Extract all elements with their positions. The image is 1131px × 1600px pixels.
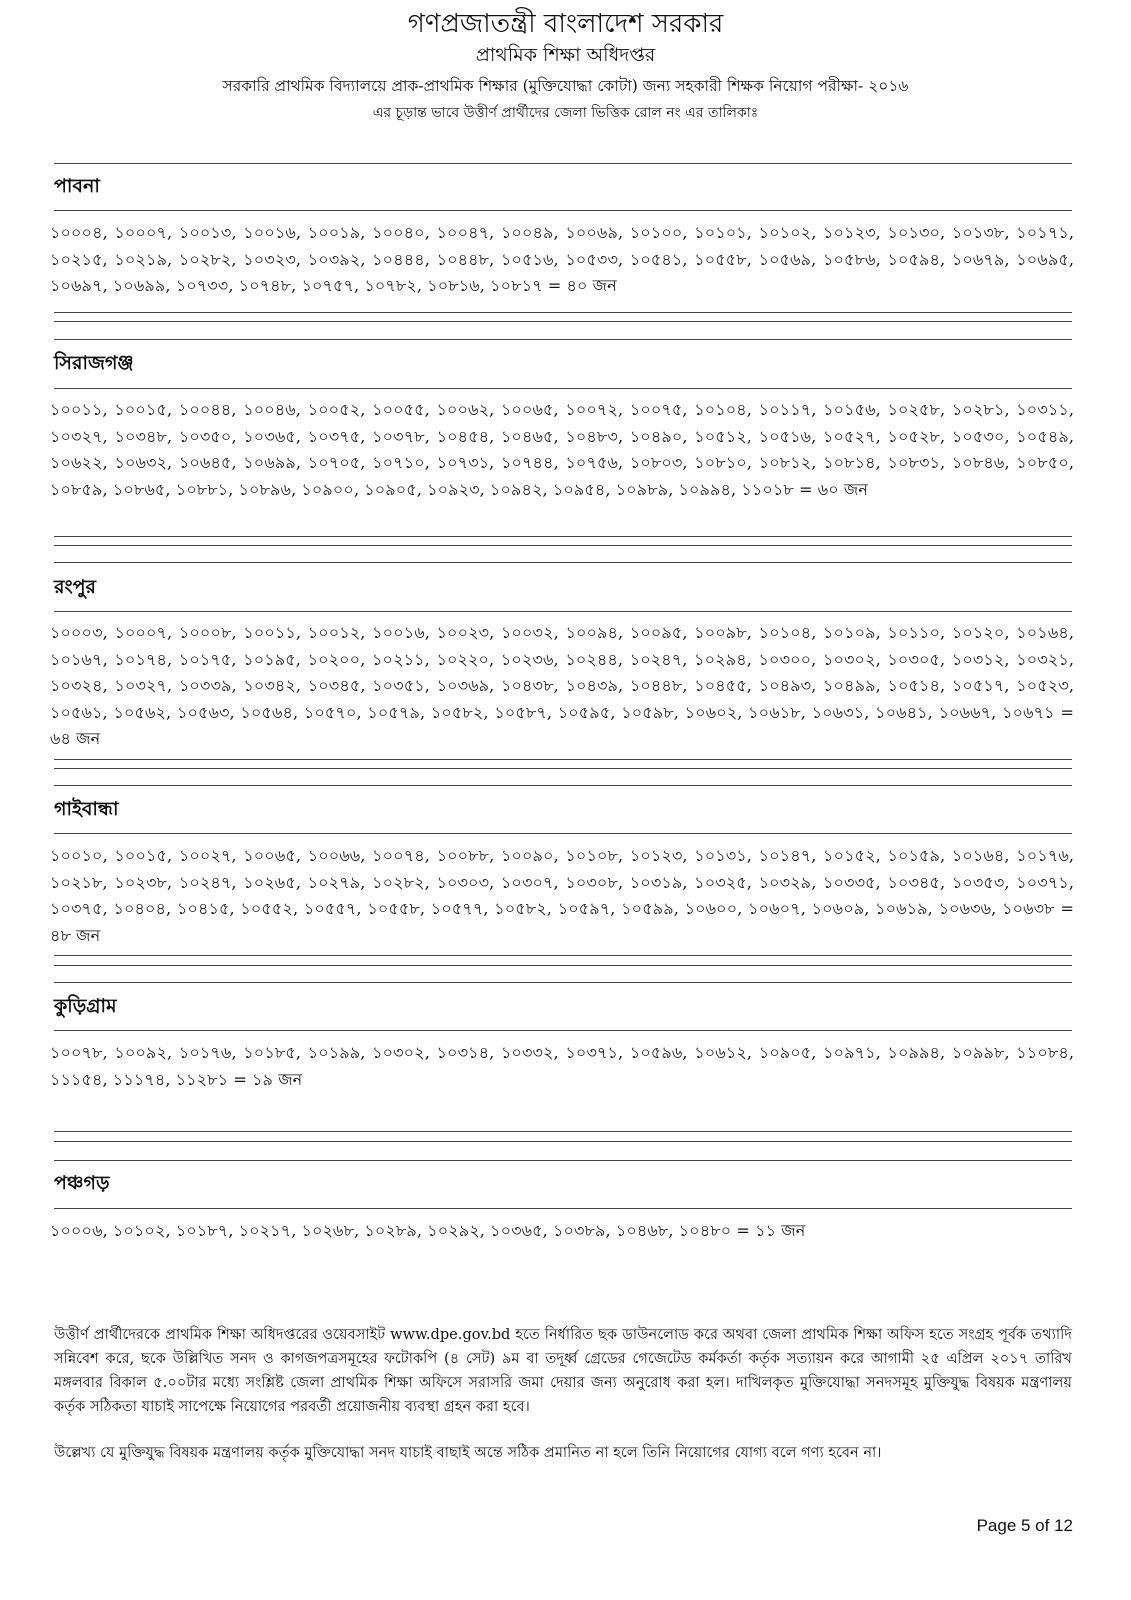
- divider: [54, 388, 1072, 389]
- divider: [54, 965, 1072, 966]
- government-title: গণপ্রজাতন্ত্রী বাংলাদেশ সরকার: [407, 9, 724, 39]
- district-name-gaibandha: গাইবান্ধা: [54, 798, 119, 820]
- district-name-rangpur: রংপুর: [54, 576, 96, 598]
- exam-title: সরকারি প্রাথমিক বিদ্যালয়ে প্রাক-প্রাথমিক শিক্ষার (মুক্তিযোদ্ধা কোটা) জন্য সহকারী শিক্ষক নিয়োগ পরীক্ষা- ২০১৬: [222, 77, 909, 95]
- divider: [54, 611, 1072, 612]
- divider: [54, 321, 1072, 322]
- divider: [54, 339, 1072, 340]
- page-number: Page 5 of 12: [976, 1516, 1073, 1535]
- roll-list-pabna: ১০০০৪, ১০০০৭, ১০০১৩, ১০০১৬, ১০০১৯, ১০০৪০, ১০০৪৭, ১০০৪৯, ১০০৬৯, ১০১০০, ১০১০১, ১০১০২, ১০১২৩, ১০১৩০, ১০১৩৮, ১০১৭১, ১০২১৫, ১০২১৯, ১০২৮২, ১০৩২৩, ১০৩৯২, ১০৪৪৪, ১০৪৪৮, ১০৫১৬, ১০৫৩৩, ১০৫৪১, ১০৫৫৮, ১০৫৬৯, ১০৫৮৬, ১০৫৯৪, ১০৬৭৯, ১০৬৯৫, ১০৬৯৭, ১০৬৯৯, ১০৭৩৩, ১০৭৪৮, ১০৭৫৭, ১০৭৮২, ১০৮১৬, ১০৮১৭ = ৪০ জন: [50, 223, 1074, 295]
- district-name-sirajganj: সিরাজগঞ্জ: [54, 352, 134, 374]
- divider: [54, 312, 1072, 313]
- divider: [54, 982, 1072, 983]
- divider: [54, 536, 1072, 537]
- divider: [54, 1160, 1072, 1161]
- directorate-title: প্রাথমিক শিক্ষা অধিদপ্তর: [475, 44, 656, 66]
- district-name-panchagarh: পঞ্চগড়: [54, 1172, 110, 1194]
- divider: [54, 955, 1072, 956]
- roll-list-panchagarh: ১০০০৬, ১০১০২, ১০১৮৭, ১০২১৭, ১০২৬৮, ১০২৮৯, ১০২৯২, ১০৩৬৫, ১০৩৮৯, ১০৪৬৮, ১০৪৮০ = ১১ জন: [50, 1221, 806, 1240]
- district-name-kurigram: কুড়িগ্রাম: [54, 995, 117, 1017]
- divider: [54, 163, 1072, 164]
- roll-list-kurigram: ১০০৭৮, ১০০৯২, ১০১৭৬, ১০১৮৫, ১০১৯৯, ১০৩০২, ১০৩১৪, ১০৩৩২, ১০৩৭১, ১০৫৯৬, ১০৬১২, ১০৯০৫, ১০৯৭১, ১০৯৯৪, ১০৯৯৮, ১১০৮৪, ১১১৫৪, ১১১৭৪, ১১২৮১ = ১৯ জন: [50, 1043, 1074, 1089]
- notice-paragraph: উত্তীর্ণ প্রার্থীদেরকে প্রাথমিক শিক্ষা অধিদপ্তরের ওয়েবসাইট www.dpe.gov.bd হতে নির্ধারিত ছক ডাউনলোড করে অথবা জেলা প্রাথমিক শিক্ষা অফিস হতে সংগ্রহ পূর্বক তথ্যাদি সন্নিবেশ করে, ছকে উল্লিখিত সনদ ও কাগজপত্রসমূহের ফটোকপি (৪ সেট) ৯ম বা তদূর্ধ্ব গ্রেডের গেজেটেড কর্মকর্তা কর্তৃক সত্যায়ন করে আগামী ২৫ এপ্রিল ২০১৭ তারিখ মঙ্গলবার বিকাল ৫.০০টার মধ্যে সংশ্লিষ্ট জেলা প্রাথমিক শিক্ষা অফিসে সরাসরি জমা দেয়ার জন্য অনুরোধ করা হল। দাখিলকৃত মুক্তিযোদ্ধা সনদসমূহ মুক্তিযুদ্ধ বিষয়ক মন্ত্রণালয় কর্তৃক সঠিকতা যাচাই সাপেক্ষে নিয়োগের পরবর্তী প্রয়োজনীয় ব্যবস্থা গ্রহন করা হবে।: [54, 1326, 1072, 1415]
- divider: [54, 1030, 1072, 1031]
- divider: [54, 785, 1072, 786]
- divider: [54, 1131, 1072, 1132]
- divider: [54, 768, 1072, 769]
- divider: [54, 759, 1072, 760]
- roll-list-rangpur: ১০০০৩, ১০০০৭, ১০০০৮, ১০০১১, ১০০১২, ১০০১৬, ১০০২৩, ১০০৩২, ১০০৯৪, ১০০৯৫, ১০০৯৮, ১০১০৪, ১০১০৯, ১০১১০, ১০১২০, ১০১৬৪, ১০১৬৭, ১০১৭৪, ১০১৭৫, ১০১৯৫, ১০২০০, ১০২১১, ১০২২০, ১০২৩৬, ১০২৪৪, ১০২৪৭, ১০২৯৪, ১০৩০০, ১০৩০২, ১০৩০৫, ১০৩১২, ১০৩২১, ১০৩২৪, ১০৩২৭, ১০৩৩৯, ১০৩৪২, ১০৩৪৫, ১০৩৫১, ১০৩৬৯, ১০৪৩৮, ১০৪৩৯, ১০৪৪৮, ১০৪৫৫, ১০৪৯৩, ১০৪৯৯, ১০৫১৪, ১০৫১৭, ১০৫২৩, ১০৫৬১, ১০৫৬২, ১০৫৬৩, ১০৫৬৪, ১০৫৭০, ১০৫৭৯, ১০৫৮২, ১০৫৮৭, ১০৫৯৫, ১০৫৯৮, ১০৬০২, ১০৬১৮, ১০৬৩১, ১০৬৪১, ১০৬৬৭, ১০৬৭১ = ৬৪ জন: [50, 623, 1074, 748]
- roll-list-sirajganj: ১০০১১, ১০০১৫, ১০০৪৪, ১০০৪৬, ১০০৫২, ১০০৫৫, ১০০৬২, ১০০৬৫, ১০০৭২, ১০০৭৫, ১০১০৪, ১০১১৭, ১০১৫৬, ১০২৫৮, ১০২৮১, ১০৩১১, ১০৩২৭, ১০৩৪৮, ১০৩৫০, ১০৩৬৫, ১০৩৭৫, ১০৩৭৮, ১০৪৫৪, ১০৪৬৫, ১০৪৮৩, ১০৪৯০, ১০৫১২, ১০৫১৬, ১০৫২৭, ১০৫২৮, ১০৫৩০, ১০৫৪৯, ১০৬২২, ১০৬৩২, ১০৬৪৫, ১০৬৯৯, ১০৭০৫, ১০৭১০, ১০৭৩১, ১০৭৪৪, ১০৭৫৬, ১০৮০৩, ১০৮১০, ১০৮১২, ১০৮১৪, ১০৮৩১, ১০৮৪৬, ১০৮৫০, ১০৮৫৯, ১০৮৬৫, ১০৮৮১, ১০৮৯৬, ১০৯০০, ১০৯০৫, ১০৯২৩, ১০৯৪২, ১০৯৫৪, ১০৯৮৯, ১০৯৯৪, ১১০১৮ = ৬০ জন: [50, 400, 1074, 499]
- roll-list-gaibandha: ১০০১০, ১০০১৫, ১০০২৭, ১০০৬৫, ১০০৬৬, ১০০৭৪, ১০০৮৮, ১০০৯০, ১০১০৮, ১০১২৩, ১০১৩১, ১০১৪৭, ১০১৫২, ১০১৫৯, ১০১৬৪, ১০১৭৬, ১০২১৮, ১০২৩৮, ১০২৪৭, ১০২৬৫, ১০২৭৯, ১০২৮২, ১০৩০৩, ১০৩০৭, ১০৩০৮, ১০৩১৯, ১০৩২৫, ১০৩২৯, ১০৩৩৫, ১০৩৪৫, ১০৩৫৩, ১০৩৭১, ১০৩৭৫, ১০৪০৪, ১০৪১৫, ১০৫৫২, ১০৫৫৭, ১০৫৫৮, ১০৫৭৭, ১০৫৮২, ১০৫৯৭, ১০৫৯৯, ১০৬০০, ১০৬০৭, ১০৬০৯, ১০৬১৯, ১০৬৩৬, ১০৬৩৮ = ৪৮ জন: [50, 846, 1074, 945]
- divider: [54, 210, 1072, 211]
- divider: [54, 833, 1072, 834]
- divider: [54, 562, 1072, 563]
- divider: [54, 1208, 1072, 1209]
- list-caption: এর চূড়ান্ত ভাবে উত্তীর্ণ প্রার্থীদের জেলা ভিত্তিক রোল নং এর তালিকাঃ: [372, 105, 759, 121]
- divider: [54, 545, 1072, 546]
- divider: [54, 1141, 1072, 1142]
- district-name-pabna: পাবনা: [54, 175, 100, 197]
- notice-remark: উল্লেখ্য যে মুক্তিযুদ্ধ বিষয়ক মন্ত্রণালয় কর্তৃক মুক্তিযোদ্ধা সনদ যাচাই বাছাই অন্তে সঠিক প্রমানিত না হলে তিনি নিয়োগের যোগ্য বলে গণ্য হবেন না।: [54, 1444, 882, 1461]
